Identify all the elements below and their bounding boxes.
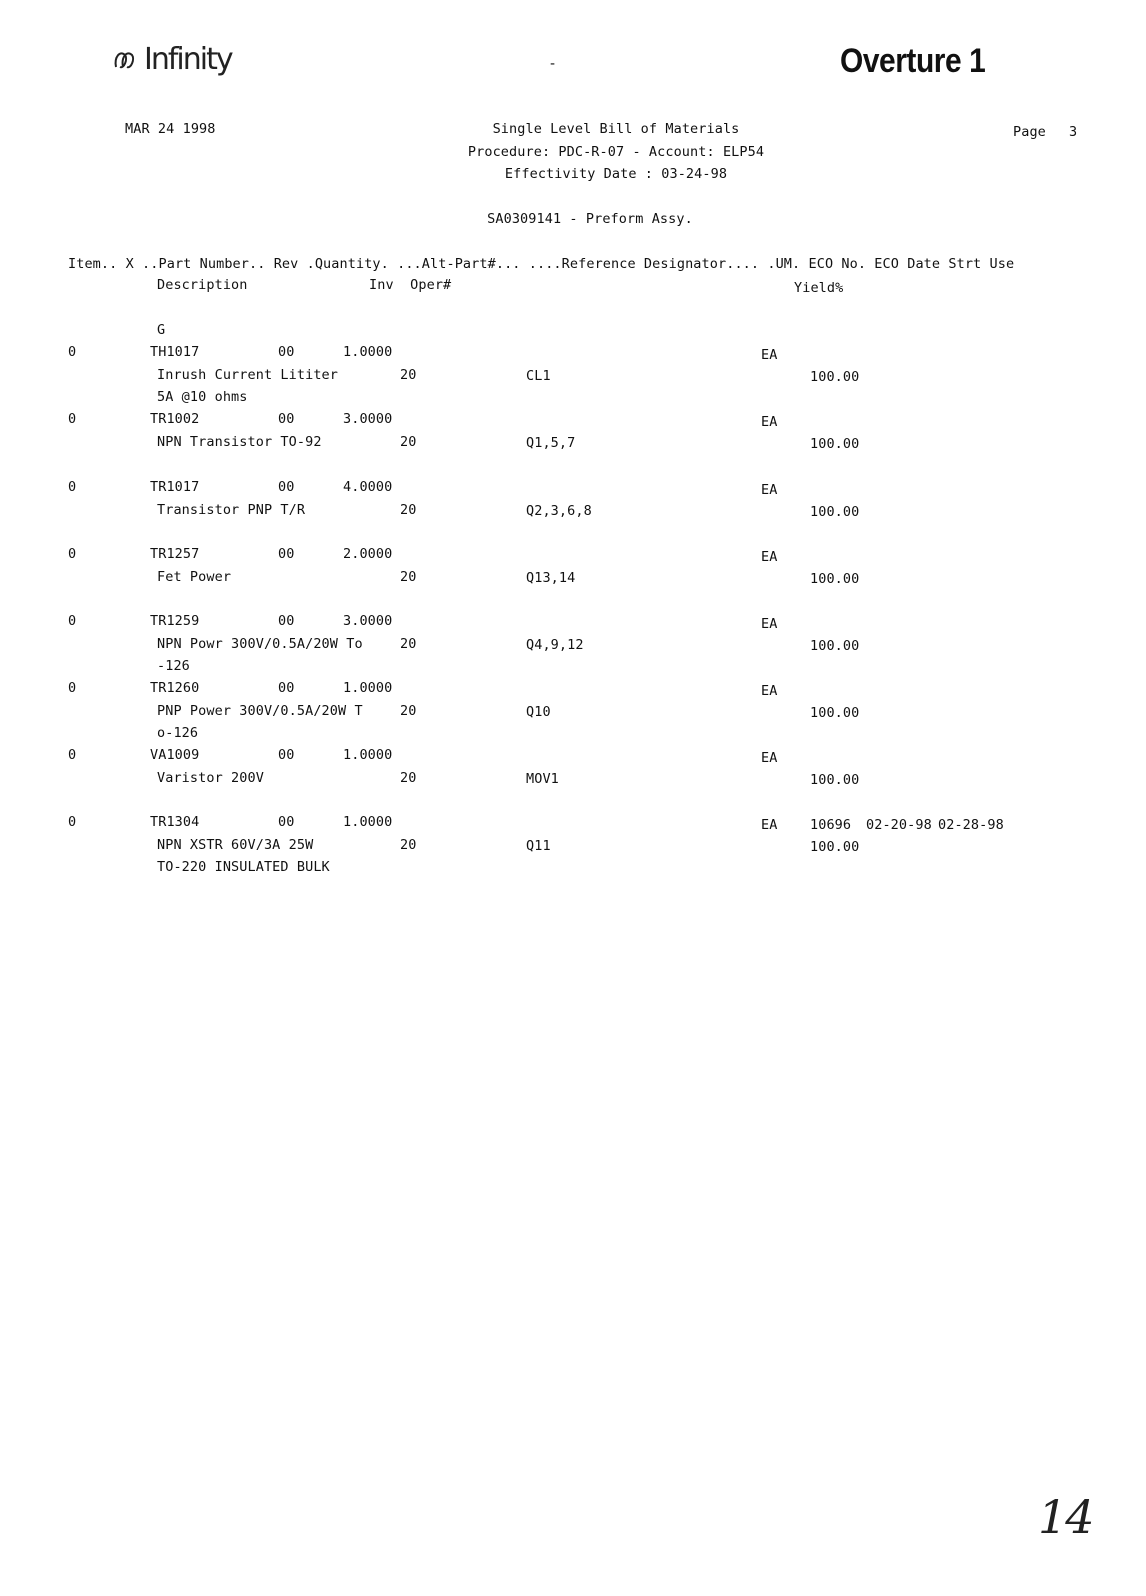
column-header-description: Description	[157, 277, 248, 293]
yield-cell: 100.00	[810, 638, 860, 654]
part-number-cell: TR1257	[150, 546, 200, 562]
rev-cell: 00	[278, 479, 295, 495]
quantity-cell: 2.0000	[343, 546, 393, 562]
reference-designator-cell: Q11	[526, 838, 551, 854]
reference-designator-cell: Q1,5,7	[526, 435, 576, 451]
um-cell: EA	[761, 549, 778, 565]
inv-cell: 20	[400, 502, 417, 518]
description-cell: NPN Transistor TO-92	[157, 434, 322, 450]
um-cell: EA	[761, 414, 778, 430]
part-number-cell: TR1259	[150, 613, 200, 629]
report-title: Single Level Bill of Materials	[492, 121, 740, 137]
rev-cell: 00	[278, 546, 295, 562]
yield-cell: 100.00	[810, 772, 860, 788]
rev-cell: 00	[278, 411, 295, 427]
description-cell: Varistor 200V	[157, 770, 264, 786]
part-number-cell: TR1017	[150, 479, 200, 495]
start-date-cell: 02-28-98	[938, 817, 1004, 833]
rev-cell: 00	[278, 344, 295, 360]
report-effectivity: Effectivity Date : 03-24-98	[504, 166, 728, 182]
part-number-cell: TR1304	[150, 814, 200, 830]
description-cell: Fet Power	[157, 569, 232, 585]
inv-cell: 20	[400, 636, 417, 652]
rev-cell: 00	[278, 680, 295, 696]
um-cell: EA	[761, 616, 778, 632]
item-cell: 0	[68, 680, 77, 696]
yield-cell: 100.00	[810, 571, 860, 587]
reference-designator-cell: MOV1	[526, 771, 559, 787]
rev-cell: 00	[278, 747, 295, 763]
item-cell: 0	[68, 613, 77, 629]
eco-number-cell: 10696	[810, 817, 852, 833]
yield-cell: 100.00	[810, 705, 860, 721]
item-cell: 0	[68, 411, 77, 427]
quantity-cell: 1.0000	[343, 344, 393, 360]
item-cell: 0	[68, 814, 77, 830]
description-cell: Transistor PNP T/R	[157, 502, 306, 518]
part-number-cell: TR1002	[150, 411, 200, 427]
inv-cell: 20	[400, 569, 417, 585]
column-header-line: Item.. X ..Part Number.. Rev .Quantity. ...Alt-Part#... ....Reference Designator.... .UM. ECO No. ECO Date Strt Use	[68, 256, 1015, 272]
eco-date-cell: 02-20-98	[866, 817, 932, 833]
quantity-cell: 1.0000	[343, 814, 393, 830]
item-cell: 0	[68, 344, 77, 360]
yield-cell: 100.00	[810, 504, 860, 520]
brand-name: Infinity	[144, 42, 232, 77]
description-cell: NPN Powr 300V/0.5A/20W To	[157, 636, 363, 652]
yield-cell: 100.00	[810, 436, 860, 452]
part-number-cell: TH1017	[150, 344, 200, 360]
infinity-logo-icon	[112, 47, 142, 73]
um-cell: EA	[761, 482, 778, 498]
um-cell: EA	[761, 750, 778, 766]
item-cell: 0	[68, 479, 77, 495]
description-cell: NPN XSTR 60V/3A 25W	[157, 837, 314, 853]
decorative-dash: -	[550, 56, 556, 72]
rev-cell: 00	[278, 613, 295, 629]
report-date: MAR 24 1998	[125, 121, 216, 137]
rev-cell: 00	[278, 814, 295, 830]
inv-cell: 20	[400, 434, 417, 450]
page-label: Page	[1013, 124, 1046, 140]
item-cell: 0	[68, 546, 77, 562]
um-cell: EA	[761, 683, 778, 699]
document-title: Overture 1	[840, 42, 986, 80]
brand-logo	[112, 42, 232, 77]
description-cell: PNP Power 300V/0.5A/20W T	[157, 703, 363, 719]
quantity-cell: 3.0000	[343, 411, 393, 427]
quantity-cell: 3.0000	[343, 613, 393, 629]
column-header-inv-oper: Inv Oper#	[369, 277, 452, 293]
inv-cell: 20	[400, 770, 417, 786]
reference-designator-cell: Q4,9,12	[526, 637, 584, 653]
page-number: 3	[1069, 124, 1078, 140]
part-number-cell: VA1009	[150, 747, 200, 763]
quantity-cell: 4.0000	[343, 479, 393, 495]
inv-cell: 20	[400, 837, 417, 853]
um-cell: EA	[761, 817, 778, 833]
group-marker: G	[157, 322, 166, 338]
description-continuation-cell: 5A @10 ohms	[157, 389, 248, 405]
um-cell: EA	[761, 347, 778, 363]
reference-designator-cell: Q10	[526, 704, 551, 720]
quantity-cell: 1.0000	[343, 680, 393, 696]
description-continuation-cell: -126	[157, 658, 190, 674]
yield-cell: 100.00	[810, 839, 860, 855]
reference-designator-cell: Q2,3,6,8	[526, 503, 592, 519]
yield-cell: 100.00	[810, 369, 860, 385]
quantity-cell: 1.0000	[343, 747, 393, 763]
inv-cell: 20	[400, 367, 417, 383]
assembly-title: SA0309141 - Preform Assy.	[487, 211, 693, 227]
report-procedure: Procedure: PDC-R-07 - Account: ELP54	[467, 144, 765, 160]
inv-cell: 20	[400, 703, 417, 719]
description-cell: Inrush Current Lititer	[157, 367, 339, 383]
part-number-cell: TR1260	[150, 680, 200, 696]
item-cell: 0	[68, 747, 77, 763]
reference-designator-cell: CL1	[526, 368, 551, 384]
description-continuation-cell: o-126	[157, 725, 199, 741]
handwritten-page-number: 14	[1038, 1490, 1093, 1544]
reference-designator-cell: Q13,14	[526, 570, 576, 586]
column-header-yield: Yield%	[794, 280, 844, 296]
description-continuation-cell: TO-220 INSULATED BULK	[157, 859, 330, 875]
